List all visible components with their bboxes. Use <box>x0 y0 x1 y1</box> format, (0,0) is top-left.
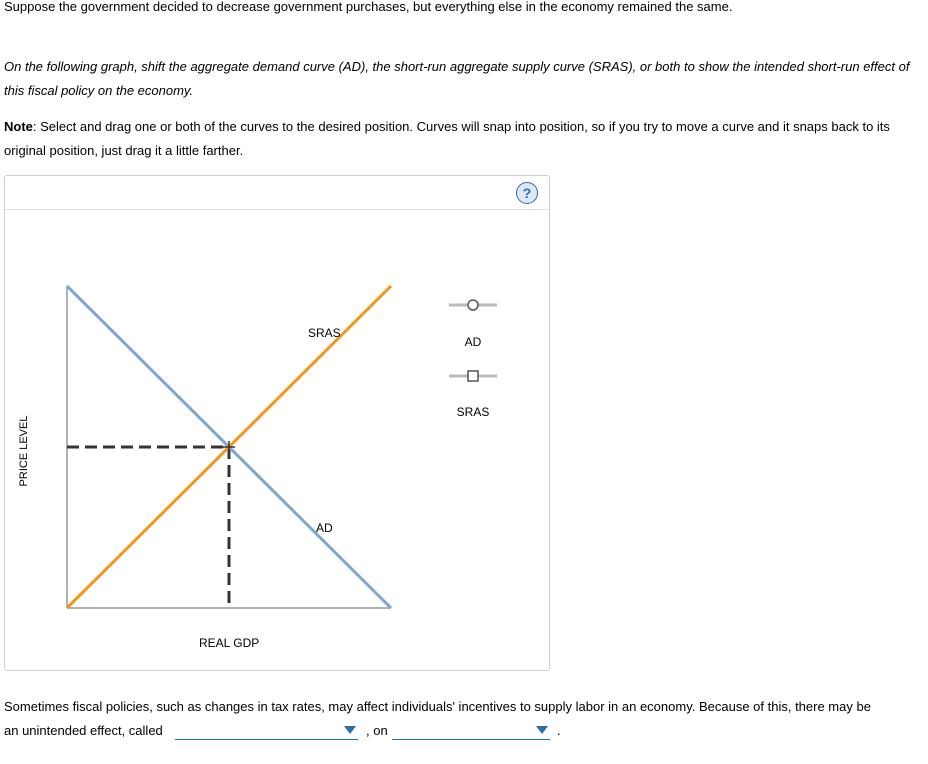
circle-handle-icon[interactable] <box>468 300 478 310</box>
square-handle-icon[interactable] <box>468 371 478 381</box>
followup-line2-start: an unintended effect, called <box>4 723 163 738</box>
note-text: : Select and drag one or both of the curves to the desired position. Curves will snap into position, so if you try to move a curve and it snaps back to its original position, just drag it a little farther. <box>4 119 890 158</box>
sras-curve-label: SRAS <box>308 326 341 340</box>
chevron-down-icon[interactable] <box>344 726 356 734</box>
question-note <box>4 115 922 163</box>
followup-mid: , on <box>366 723 388 738</box>
followup-text: Sometimes fiscal policies, such as changes in tax rates, may affect individuals' incentives to supply labor in an economy. Because of this, there may be <box>4 699 871 714</box>
question-intro: Suppose the government decided to decrease government purchases, but everything else in the economy remained the same. <box>4 0 733 14</box>
chevron-down-icon[interactable] <box>536 726 548 734</box>
help-icon[interactable]: ? <box>516 182 538 204</box>
legend-ad-label: AD <box>464 335 482 349</box>
ad-curve-label: AD <box>316 521 333 535</box>
target-dropdown[interactable] <box>392 721 550 740</box>
ad-sras-graph <box>5 176 549 670</box>
effect-dropdown[interactable] <box>175 721 358 740</box>
legend-sras-tool[interactable] <box>449 371 497 419</box>
y-axis-label: PRICE LEVEL <box>18 415 30 487</box>
legend-ad-tool[interactable] <box>449 300 497 349</box>
graph-panel <box>4 175 550 671</box>
legend-sras-label: SRAS <box>456 405 490 419</box>
question-instruction: On the following graph, shift the aggregate demand curve (AD), the short-run aggregate supply curve (SRAS), or both to show the intended short-run effect of this fiscal policy on the economy. <box>4 59 910 98</box>
x-axis-label: REAL GDP <box>199 636 260 650</box>
note-label: Note <box>4 119 33 134</box>
followup-end: . <box>557 723 561 738</box>
